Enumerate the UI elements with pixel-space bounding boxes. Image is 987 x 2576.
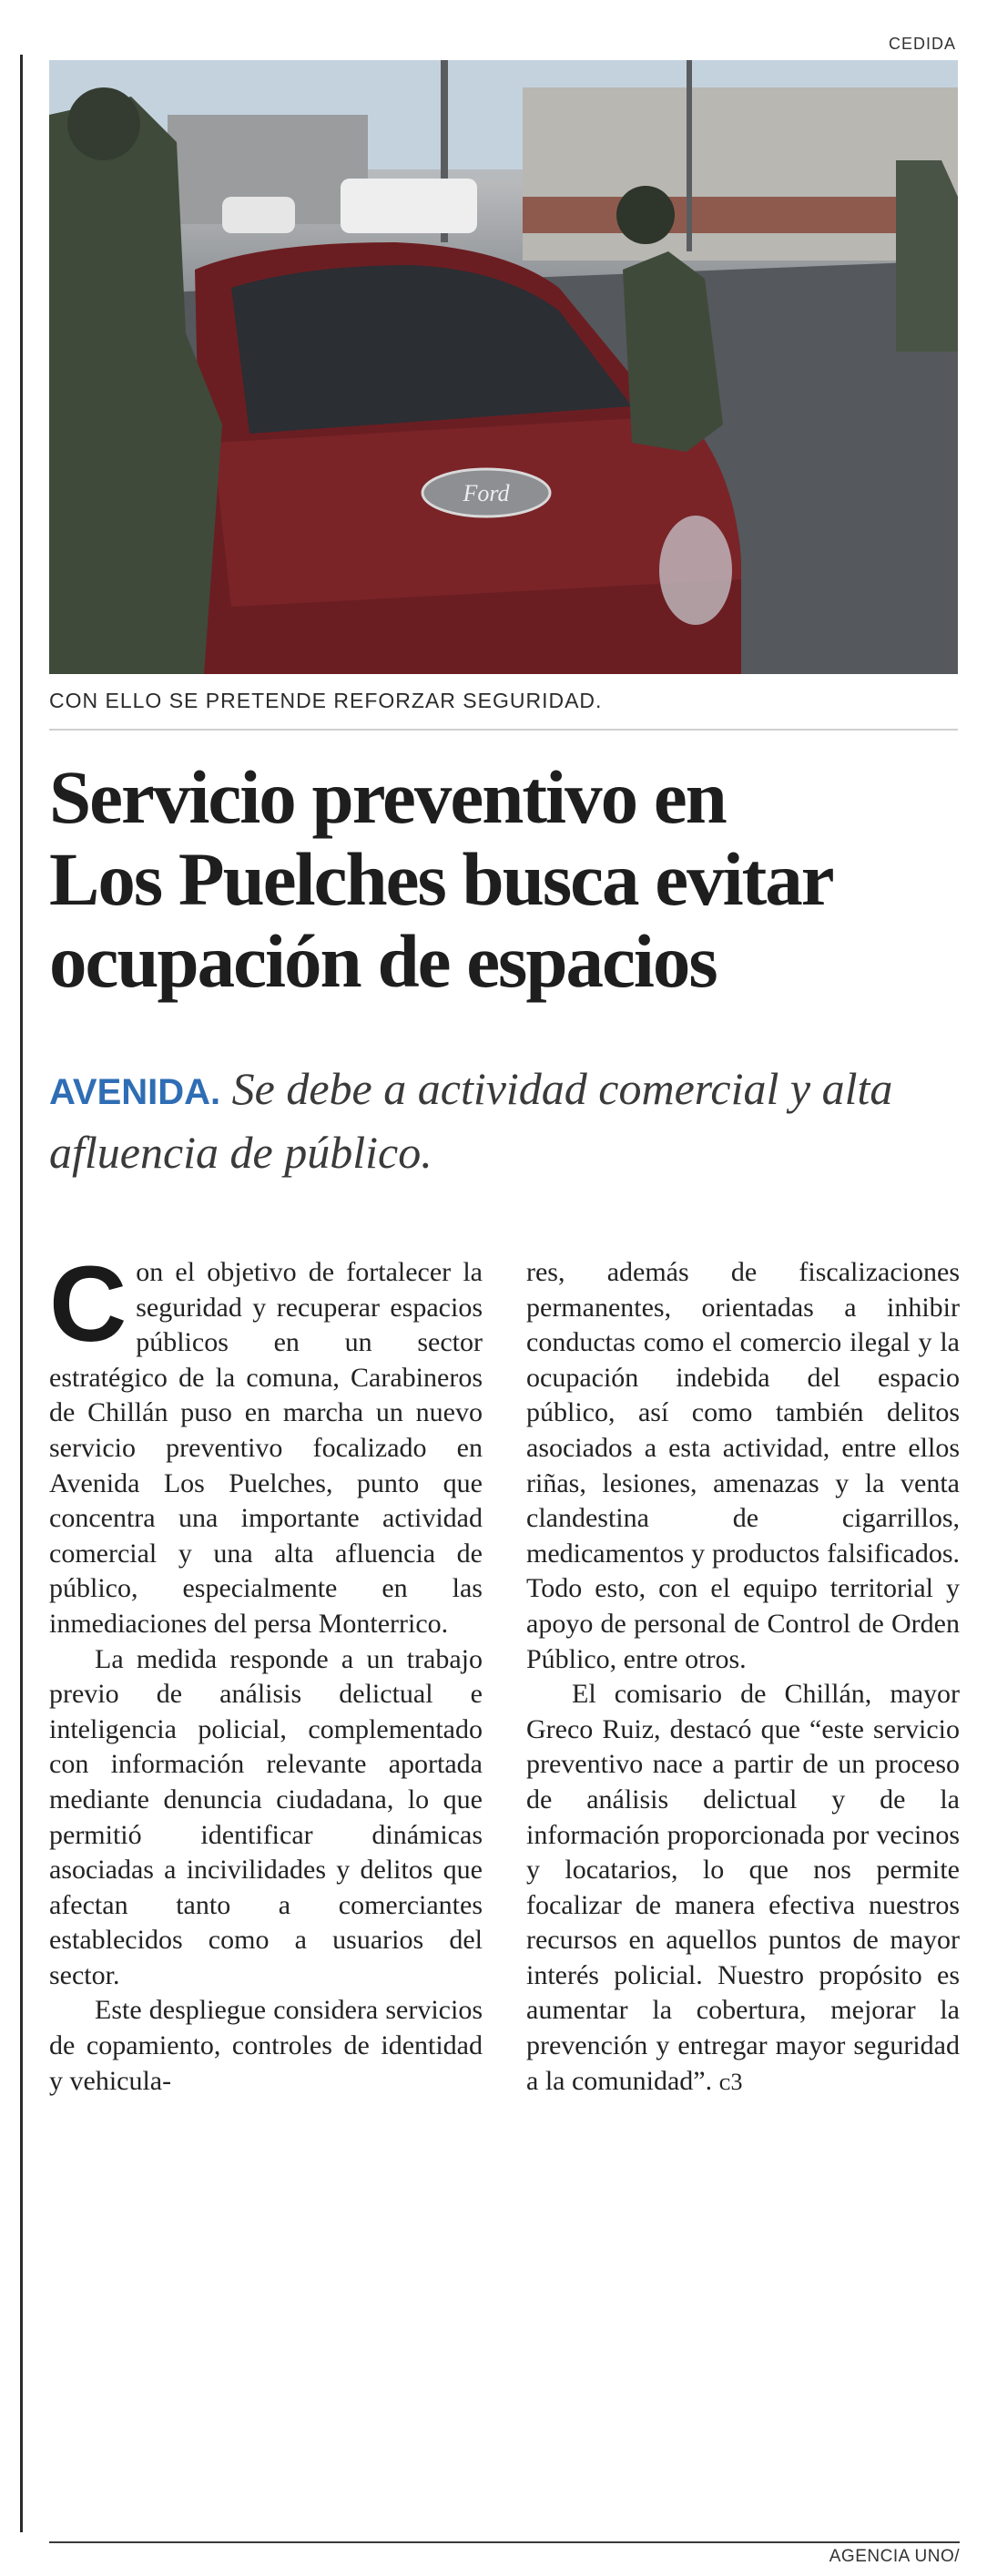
body-paragraph [526,1677,960,2100]
paragraph-text: El comisario de Chillán, mayor Greco Ruiz, destacó que “este servicio preventivo nace a partir de un proceso de análisis delictual y de la información proporcionada por vecinos y locatarios, lo que nos permite focalizar de manera efectiva nuestros recursos en aquellos puntos de mayor interés policial. Nuestro propósito es aumentar la cobertura, mejorar la prevención y entregar mayor seguridad a la comunidad”. [526,1679,960,2096]
paragraph-text: on el objetivo de fortalecer la seguridad y recuperar espacios públicos en un sector estratégico de la comuna, Carabineros de Chillán puso en marcha un nuevo servicio preventivo focalizado en Avenida Los Puelches, punto que concentra una importante actividad comercial y una alta afluencia de público, especialmente en las inmediaciones del persa Monterrico. [49,1257,483,1639]
headline-line: ocupación de espacios [49,919,717,1003]
photo-parked-suv [341,179,477,233]
body-paragraph [49,1244,483,1642]
photo-illustration [49,60,958,674]
drop-cap: C [49,1244,127,1365]
photo-officer-center-head [616,186,675,244]
photo-pole [687,60,692,251]
photo-building-right [523,87,958,261]
photo-caption: CON ELLO SE PRETENDE REFORZAR SEGURIDAD. [49,689,603,712]
body-paragraph: res, además de fiscalizaciones permanentes, orientadas a inhibir conductas como el comercio ilegal y la ocupación indebida del espacio público, así como también delitos asociados a esta actividad, entre ellos riñas, lesiones, amenazas y la venta clandestina de cigarrillos, medicamentos y productos falsificados. Todo esto, con el equipo territorial y apoyo de personal de Control de Orden Público, entre otros. [526,1257,960,1674]
body-paragraph: La medida responde a un trabajo previo de análisis delictual e inteligencia policial, complementado con información relevante aportada mediante denuncia ciudadana, lo que permitió identificar dinámicas asociadas a incivilidades y delitos que afectan tanto a comerciantes establecidos como a usuarios del sector. [49,1643,483,1990]
body-paragraph: Este despliegue considera servicios de copamiento, controles de identidad y vehicula- [49,1995,483,2096]
photo-parked-car [222,197,295,233]
body-column-left [49,1244,483,2099]
left-column-rule [20,55,23,2532]
deck-text: Se debe a actividad comercial y alta afluencia de público. [49,1063,893,1178]
photo-officer-left-head [67,87,140,160]
section-kicker: AVENIDA. [49,1072,221,1112]
photo-car-headlight [659,516,732,625]
end-mark-icon: ᴄ3 [719,2068,743,2095]
photo-officer-right [896,160,958,352]
photo-credit: CEDIDA [888,35,956,53]
subheadline [49,1058,960,1182]
news-photo [49,60,958,674]
bottom-divider [49,2541,960,2543]
headline [49,756,960,1002]
headline-line: Los Puelches busca evitar [49,837,833,921]
photo-fence [523,197,958,233]
photo-car-badge-text: Ford [463,480,510,506]
body-column-right [526,1255,960,2100]
caption-divider [49,729,958,731]
agency-credit: AGENCIA UNO/ [829,2547,960,2566]
headline-line: Servicio preventivo en [49,755,726,839]
